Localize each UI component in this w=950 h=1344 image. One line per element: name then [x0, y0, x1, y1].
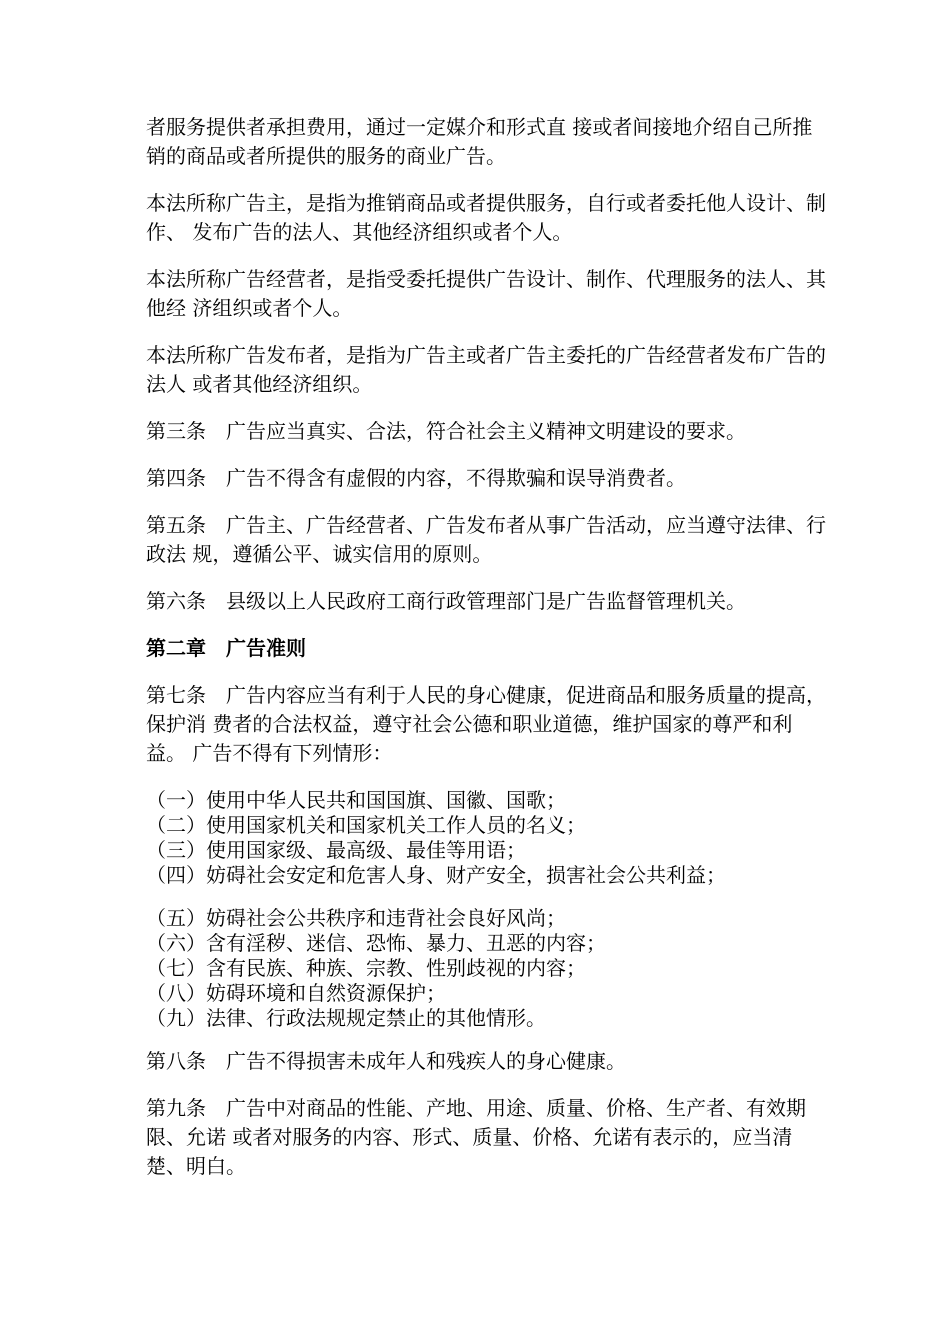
list-item: （八）妨碍环境和自然资源保护； — [146, 981, 446, 1005]
article-8: 第八条 广告不得损害未成年人和残疾人的身心健康。 — [146, 1049, 626, 1073]
list-item: （三）使用国家级、最高级、最佳等用语； — [146, 838, 526, 862]
list-item: （六）含有淫秽、迷信、恐怖、暴力、丑恶的内容； — [146, 931, 606, 955]
article-9: 第九条 广告中对商品的性能、产地、用途、质量、价格、生产者、有效期限、允诺 或者对服务的内容、形式、质量、价格、允诺有表示的，应当清楚、明白。 — [146, 1096, 806, 1178]
list-item: （七）含有民族、种族、宗教、性别歧视的内容； — [146, 956, 586, 980]
list-item: （一）使用中华人民共和国国旗、国徽、国歌； — [146, 788, 566, 812]
paragraph-ad-definition-cont: 者服务提供者承担费用，通过一定媒介和形式直 接或者间接地介绍自己所推销的商品或者所提供的服务的商业广告。 — [146, 115, 813, 168]
document-page — [146, 113, 826, 1199]
article-4: 第四条 广告不得含有虚假的内容，不得欺骗和误导消费者。 — [146, 466, 686, 490]
article-6: 第六条 县级以上人民政府工商行政管理部门是广告监督管理机关。 — [146, 589, 746, 613]
paragraph-ad-operator-definition: 本法所称广告经营者，是指受委托提供广告设计、制作、代理服务的法人、其他经 济组织或者个人。 — [146, 267, 826, 320]
prohibition-list-2 — [146, 904, 826, 1033]
article-5: 第五条 广告主、广告经营者、广告发布者从事广告活动，应当遵守法律、行政法 规，遵循公平、诚实信用的原则。 — [146, 513, 826, 566]
list-item: （九）法律、行政法规规定禁止的其他情形。 — [146, 1006, 546, 1030]
paragraph-ad-publisher-definition: 本法所称广告发布者，是指为广告主或者广告主委托的广告经营者发布广告的法人 或者其他经济组织。 — [146, 343, 826, 396]
article-7: 第七条 广告内容应当有利于人民的身心健康，促进商品和服务质量的提高，保护消 费者的合法权益，遵守社会公德和职业道德，维护国家的尊严和利益。 广告不得有下列情形： — [146, 683, 826, 765]
article-3: 第三条 广告应当真实、合法，符合社会主义精神文明建设的要求。 — [146, 419, 746, 443]
list-item: （四）妨碍社会安定和危害人身、财产安全，损害社会公共利益； — [146, 863, 726, 887]
paragraph-advertiser-definition: 本法所称广告主，是指为推销商品或者提供服务，自行或者委托他人设计、制作、 发布广告的法人、其他经济组织或者个人。 — [146, 191, 826, 244]
prohibition-list-1 — [146, 786, 826, 890]
list-item: （五）妨碍社会公共秩序和违背社会良好风尚； — [146, 906, 566, 930]
list-item: （二）使用国家机关和国家机关工作人员的名义； — [146, 813, 586, 837]
chapter-heading: 第二章 广告准则 — [146, 636, 306, 660]
